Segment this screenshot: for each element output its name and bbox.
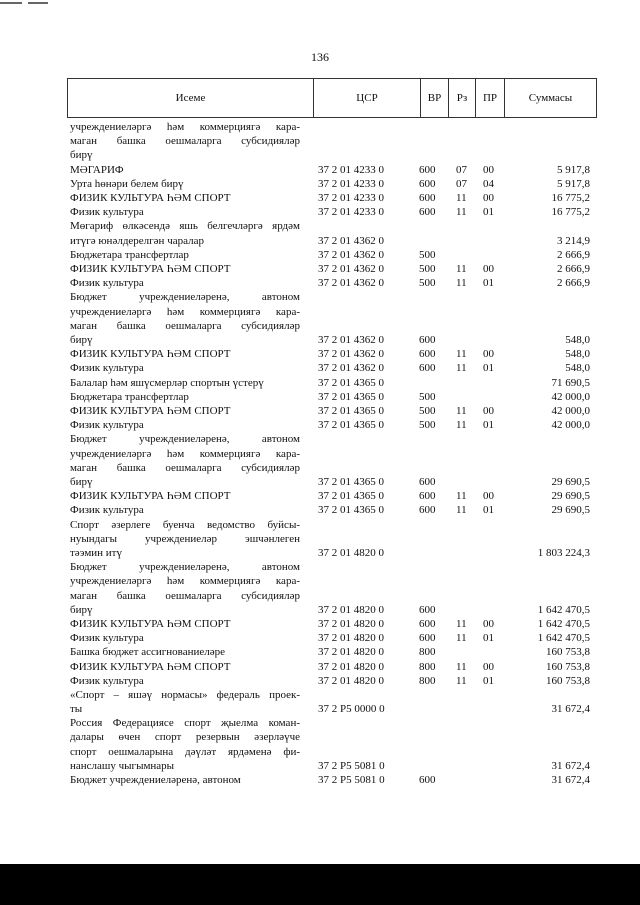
row-pr: 01 [483,206,494,219]
table-row [70,347,590,361]
row-pr: 01 [483,362,494,375]
row-name-line: Балалар һәм яшүсмерләр спортын үстерү [70,376,264,389]
row-vr: 600 [419,206,436,219]
row-rz: 11 [456,617,467,630]
row-name [70,262,300,276]
row-sum: 1 803 224,3 [537,546,590,559]
row-csr: 37 2 01 4820 0 [318,603,384,616]
row-pr: 00 [483,348,494,361]
row-name-line: ФИЗИК КУЛЬТУРА ҺӘМ СПОРТ [70,660,231,673]
row-name-line: Физик культура [70,504,144,517]
row-csr: 37 2 01 4233 0 [318,206,384,219]
row-name-line: учреждениеләргә һәм коммерциягә кара- [70,305,300,318]
row-name [70,404,300,418]
row-name [70,688,300,716]
row-sum: 71 690,5 [551,376,590,389]
row-rz: 11 [456,277,467,290]
row-pr: 01 [483,632,494,645]
header-vr: ВР [420,79,448,117]
row-sum: 548,0 [565,362,590,375]
row-name [70,390,300,404]
row-name-line: Физик культура [70,206,144,219]
table-row [70,503,590,517]
row-csr: 37 2 01 4365 0 [318,404,384,417]
table-row [70,404,590,418]
row-sum: 3 214,9 [557,234,590,247]
row-vr: 500 [419,262,436,275]
row-csr: 37 2 01 4362 0 [318,248,384,261]
table-row [70,248,590,262]
table-row [70,418,590,432]
row-sum: 160 753,8 [546,646,590,659]
row-vr: 600 [419,177,436,190]
table-row [70,177,590,191]
row-name-line: Россия Федерациясе спорт җыелма коман- [70,717,300,730]
header-rz: Рз [448,79,475,117]
row-name [70,361,300,375]
table-row [70,361,590,375]
row-sum: 42 000,0 [551,390,590,403]
table-row [70,716,590,773]
row-sum: 16 775,2 [551,206,590,219]
row-name-line: Физик культура [70,277,144,290]
row-name [70,276,300,290]
row-vr: 600 [419,632,436,645]
row-name [70,489,300,503]
row-name-line: Бюджет учреждениеләренә, автоном [70,291,300,304]
row-name [70,120,300,163]
row-pr: 00 [483,191,494,204]
row-sum: 2 666,9 [557,248,590,261]
row-vr: 500 [419,277,436,290]
table-header [67,78,597,118]
row-name-line: ФИЗИК КУЛЬТУРА ҺӘМ СПОРТ [70,348,231,361]
row-name [70,347,300,361]
table-row [70,120,590,163]
row-sum: 31 672,4 [551,774,590,787]
row-csr: 37 2 01 4362 0 [318,234,384,247]
row-csr: 37 2 01 4362 0 [318,333,384,346]
header-pr: ПР [475,79,504,117]
row-name [70,205,300,219]
table-row [70,674,590,688]
row-name-line: ФИЗИК КУЛЬТУРА ҺӘМ СПОРТ [70,404,231,417]
table-row [70,688,590,716]
row-csr: 37 2 01 4362 0 [318,348,384,361]
scan-corner-mark [0,0,640,14]
row-name [70,660,300,674]
row-pr: 01 [483,419,494,432]
table-row [70,617,590,631]
header-name: Исеме [175,92,206,104]
row-name [70,645,300,659]
row-name-line: Бюджетара трансфертлар [70,390,189,403]
row-rz: 11 [456,490,467,503]
table-row [70,191,590,205]
row-sum: 1 642 470,5 [537,603,590,616]
row-name-line: бирү [70,333,93,346]
row-sum: 2 666,9 [557,262,590,275]
row-vr: 600 [419,348,436,361]
row-name-line: бирү [70,603,93,616]
row-pr: 00 [483,617,494,630]
row-name-line: Физик культура [70,362,144,375]
row-vr: 600 [419,504,436,517]
header-csr: ЦСР [313,79,420,117]
row-pr: 01 [483,674,494,687]
row-name-line: маган башка оешмаларга субсидияләр [70,319,300,332]
table-row [70,290,590,347]
row-sum: 31 672,4 [551,703,590,716]
row-name [70,219,300,247]
row-name [70,503,300,517]
row-sum: 29 690,5 [551,475,590,488]
row-csr: 37 2 01 4233 0 [318,191,384,204]
row-name [70,418,300,432]
row-name [70,248,300,262]
row-name-line: ФИЗИК КУЛЬТУРА ҺӘМ СПОРТ [70,617,231,630]
row-csr: 37 2 P5 5081 0 [318,759,385,772]
row-vr: 800 [419,660,436,673]
row-csr: 37 2 P5 0000 0 [318,703,385,716]
row-name-line: Башка бюджет ассигнованиеләре [70,646,225,659]
row-name-line: Бюджет учреждениеләренә, автоном [70,774,241,787]
row-name-line: ФИЗИК КУЛЬТУРА ҺӘМ СПОРТ [70,262,231,275]
row-name-line: «Спорт – яшәү нормасы» федераль проек- [70,688,300,701]
row-name [70,163,300,177]
row-csr: 37 2 01 4365 0 [318,419,384,432]
row-vr: 500 [419,419,436,432]
row-name [70,617,300,631]
row-csr: 37 2 01 4365 0 [318,376,384,389]
row-csr: 37 2 01 4365 0 [318,504,384,517]
row-name-line: МӘГАРИФ [70,163,124,176]
row-name-line: учреждениеләргә һәм коммерциягә кара- [70,575,300,588]
row-sum: 160 753,8 [546,660,590,673]
table-row [70,163,590,177]
row-name [70,432,300,489]
row-rz: 11 [456,206,467,219]
row-vr: 600 [419,490,436,503]
row-csr: 37 2 01 4820 0 [318,660,384,673]
row-vr: 500 [419,390,436,403]
row-csr: 37 2 01 4820 0 [318,646,384,659]
row-sum: 5 917,8 [557,163,590,176]
row-name [70,674,300,688]
table-row [70,219,590,247]
row-name-line: ты [70,703,83,716]
row-sum: 548,0 [565,333,590,346]
row-rz: 11 [456,262,467,275]
row-sum: 1 642 470,5 [537,632,590,645]
row-name-line: маган башка оешмаларга субсидияләр [70,135,300,148]
table-row [70,645,590,659]
table-row [70,560,590,617]
row-pr: 00 [483,490,494,503]
row-rz: 11 [456,362,467,375]
row-name-line: спорт оешмаларына дәүләт ярдәменә фи- [70,745,300,758]
table-row [70,376,590,390]
row-name [70,177,300,191]
row-csr: 37 2 01 4820 0 [318,674,384,687]
row-name [70,560,300,617]
row-name-line: Урта һөнәри белем бирү [70,177,184,190]
row-csr: 37 2 01 4362 0 [318,362,384,375]
row-name-line: учреждениеләргә һәм коммерциягә кара- [70,121,300,133]
row-csr: 37 2 01 4820 0 [318,617,384,630]
row-rz: 11 [456,348,467,361]
row-rz: 07 [456,177,467,190]
table-row [70,432,590,489]
row-name-line: маган башка оешмаларга субсидияләр [70,461,300,474]
row-vr: 600 [419,163,436,176]
row-csr: 37 2 01 4362 0 [318,277,384,290]
row-name-line: Физик культура [70,674,144,687]
table-row [70,489,590,503]
row-pr: 00 [483,404,494,417]
row-rz: 11 [456,674,467,687]
row-name-line: Физик культура [70,632,144,645]
row-csr: 37 2 01 4233 0 [318,177,384,190]
row-name-line: маган башка оешмаларга субсидияләр [70,589,300,602]
row-name-line: Бюджетара трансфертлар [70,248,189,261]
row-csr: 37 2 01 4365 0 [318,490,384,503]
row-rz: 11 [456,660,467,673]
row-sum: 16 775,2 [551,191,590,204]
row-vr: 800 [419,674,436,687]
row-rz: 11 [456,404,467,417]
row-sum: 548,0 [565,348,590,361]
row-name [70,716,300,773]
row-vr: 600 [419,362,436,375]
row-sum: 2 666,9 [557,277,590,290]
row-csr: 37 2 01 4820 0 [318,546,384,559]
table-row [70,631,590,645]
row-pr: 01 [483,277,494,290]
row-name [70,518,300,561]
row-csr: 37 2 01 4365 0 [318,390,384,403]
row-name-line: далары өчен спорт резервын әзерләүче [70,731,300,744]
row-vr: 600 [419,191,436,204]
row-sum: 42 000,0 [551,404,590,417]
scan-bottom-border [0,864,640,905]
row-rz: 11 [456,632,467,645]
row-name-line: Спорт әзерлеге буенча ведомство буйсы- [70,518,300,531]
row-name-line: нуындагы учреждениеләр эшчәнлеген [70,532,300,545]
row-vr: 500 [419,248,436,261]
row-csr: 37 2 P5 5081 0 [318,774,385,787]
row-sum: 29 690,5 [551,490,590,503]
table-row [70,276,590,290]
table-row [70,205,590,219]
row-csr: 37 2 01 4362 0 [318,262,384,275]
budget-table-body [70,120,590,787]
row-name [70,631,300,645]
table-row [70,390,590,404]
row-csr: 37 2 01 4233 0 [318,163,384,176]
row-pr: 00 [483,262,494,275]
table-row [70,262,590,276]
row-vr: 600 [419,603,436,616]
row-pr: 00 [483,163,494,176]
row-pr: 04 [483,177,494,190]
row-vr: 600 [419,475,436,488]
row-name-line: бирү [70,149,93,162]
row-csr: 37 2 01 4820 0 [318,632,384,645]
row-pr: 00 [483,660,494,673]
row-sum: 5 917,8 [557,177,590,190]
row-sum: 31 672,4 [551,759,590,772]
row-name-line: Физик культура [70,419,144,432]
row-sum: 29 690,5 [551,504,590,517]
row-name-line: тәэмин итү [70,546,122,559]
row-sum: 42 000,0 [551,419,590,432]
row-name-line: итүгә юнәлдерелгән чаралар [70,234,204,247]
row-name-line: бирү [70,475,93,488]
row-name [70,376,300,390]
row-vr: 800 [419,646,436,659]
row-name-line: учреждениеләргә һәм коммерциягә кара- [70,447,300,460]
table-row [70,660,590,674]
table-row [70,773,590,787]
row-vr: 500 [419,404,436,417]
row-rz: 11 [456,191,467,204]
table-row [70,518,590,561]
row-name-line: Бюджет учреждениеләренә, автоном [70,561,300,574]
row-name [70,773,300,787]
row-csr: 37 2 01 4365 0 [318,475,384,488]
row-rz: 11 [456,504,467,517]
header-sum: Суммасы [504,79,596,117]
row-name-line: Бюджет учреждениеләренә, автоном [70,433,300,446]
page-number: 136 [311,50,329,64]
row-name [70,290,300,347]
row-rz: 11 [456,419,467,432]
row-name-line: ФИЗИК КУЛЬТУРА ҺӘМ СПОРТ [70,490,231,503]
row-pr: 01 [483,504,494,517]
row-vr: 600 [419,774,436,787]
row-name [70,191,300,205]
row-sum: 160 753,8 [546,674,590,687]
row-name-line: Мөгариф өлкәсендә яшь белгечләргә ярдәм [70,220,300,233]
row-sum: 1 642 470,5 [537,617,590,630]
row-name-line: ФИЗИК КУЛЬТУРА ҺӘМ СПОРТ [70,191,231,204]
row-name-line: нанслашу чыгымнары [70,759,175,772]
row-rz: 07 [456,163,467,176]
row-vr: 600 [419,617,436,630]
row-vr: 600 [419,333,436,346]
